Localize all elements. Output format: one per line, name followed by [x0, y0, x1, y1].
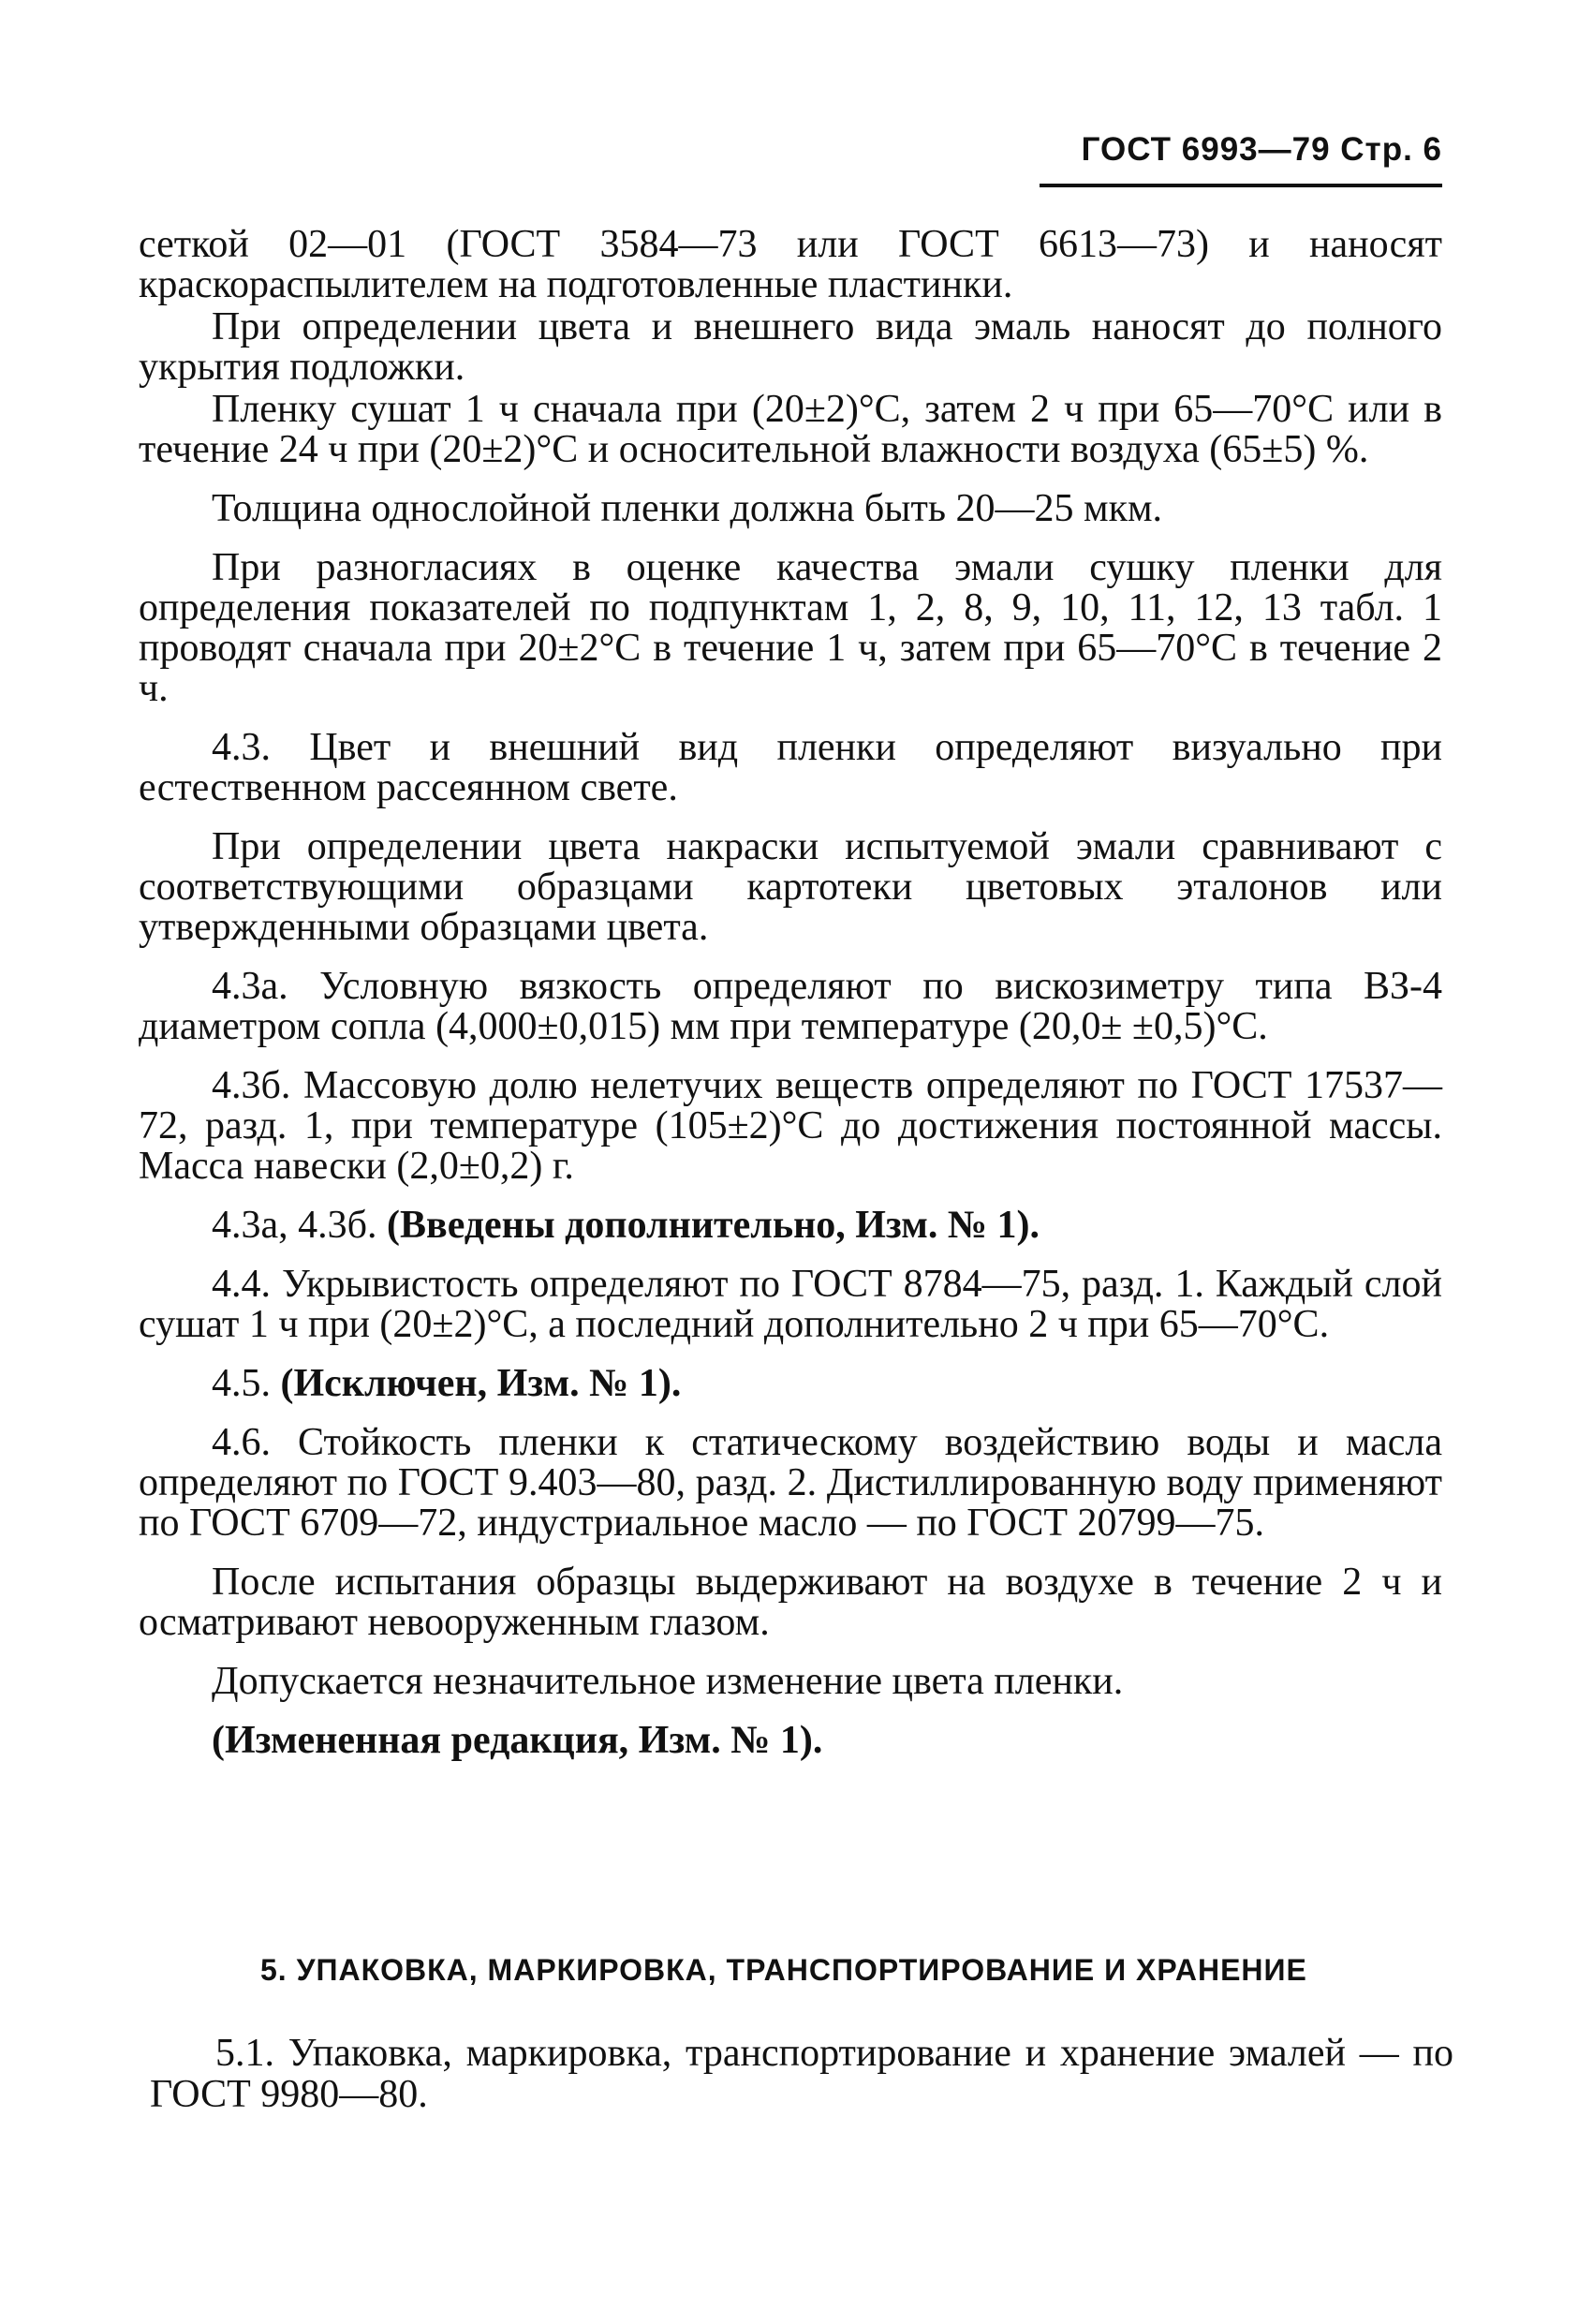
paragraph-4-4: 4.4. Укрывистость определяют по ГОСТ 8784—75, разд. 1. Каждый слой сушат 1 ч при (20±2)°С, а последний дополнительно 2 ч при 65—70°С. [139, 1263, 1442, 1346]
section-5-body [150, 2033, 1453, 2115]
paragraph: После испытания образцы выдерживают на воздухе в течение 2 ч и осматривают невооруженным глазом. [139, 1561, 1442, 1644]
clause-prefix: 4.5. [212, 1362, 271, 1405]
paragraph-5-1: 5.1. Упаковка, маркировка, транспортирование и хранение эмалей — по ГОСТ 9980—80. [150, 2032, 1453, 2116]
body-text [139, 225, 1442, 1780]
paragraph-continuation: сеткой 02—01 (ГОСТ 3584—73 или ГОСТ 6613—73) и наносят краскораспылителем на подготовленные пластинки. [139, 223, 1442, 306]
clause-excluded-note: (Исключен, Изм. № 1). [280, 1362, 682, 1405]
paragraph-4-6: 4.6. Стойкость пленки к статическому воздействию воды и масла определяют по ГОСТ 9.403—80, разд. 2. Дистиллированную воду применяют по ГОСТ 6709—72, индустриальное масло — по ГОСТ 20799—75. [139, 1421, 1442, 1545]
paragraph: При определении цвета накраски испытуемой эмали сравнивают с соответствующими образцами картотеки цветовых эталонов или утвержденными образцами цвета. [139, 825, 1442, 949]
amended-edition-note: (Измененная редакция, Изм. № 1). [212, 1719, 823, 1762]
paragraph: Допускается незначительное изменение цвета пленки. [212, 1660, 1124, 1703]
paragraph-4-3a: 4.3а. Условную вязкость определяют по вискозиметру типа ВЗ-4 диаметром сопла (4,000±0,015) мм при температуре (20,0± ±0,5)°С. [139, 965, 1442, 1048]
paragraph: При определении цвета и внешнего вида эмаль наносят до полного укрытия подложки. [139, 305, 1442, 389]
paragraph-4-5 [139, 1364, 1442, 1404]
amendment-prefix: 4.3а, 4.3б. [212, 1204, 377, 1247]
paragraph: Толщина однослойной пленки должна быть 20—25 мкм. [212, 487, 1163, 530]
amendment-bold: (Введены дополнительно, Изм. № 1). [387, 1204, 1040, 1247]
paragraph: При разногласиях в оценке качества эмали сушку пленки для определения показателей по подпунктам 1, 2, 8, 9, 10, 11, 12, 13 табл. 1 проводят сначала при 20±2°С в течение 1 ч, затем при 65—70°С в течение 2 ч. [139, 546, 1442, 710]
paragraph-4-3: 4.3. Цвет и внешний вид пленки определяют визуально при естественном рассеянном свете. [139, 726, 1442, 809]
header-rule [1040, 184, 1442, 187]
page-header: ГОСТ 6993—79 Стр. 6 [1081, 131, 1442, 168]
paragraph: Пленку сушат 1 ч сначала при (20±2)°С, затем 2 ч при 65—70°С или в течение 24 ч при (20±2)°С и осносительной влажности воздуха (65±5) %. [139, 388, 1442, 471]
paragraph-amendment-note [139, 1206, 1442, 1246]
section-5-title: 5. УПАКОВКА, МАРКИРОВКА, ТРАНСПОРТИРОВАНИЕ И ХРАНЕНИЕ [260, 1953, 1307, 1987]
paragraph-4-3b: 4.3б. Массовую долю нелетучих веществ определяют по ГОСТ 17537—72, разд. 1, при температуре (105±2)°С до достижения постоянной массы. Масса навески (2,0±0,2) г. [139, 1064, 1442, 1188]
